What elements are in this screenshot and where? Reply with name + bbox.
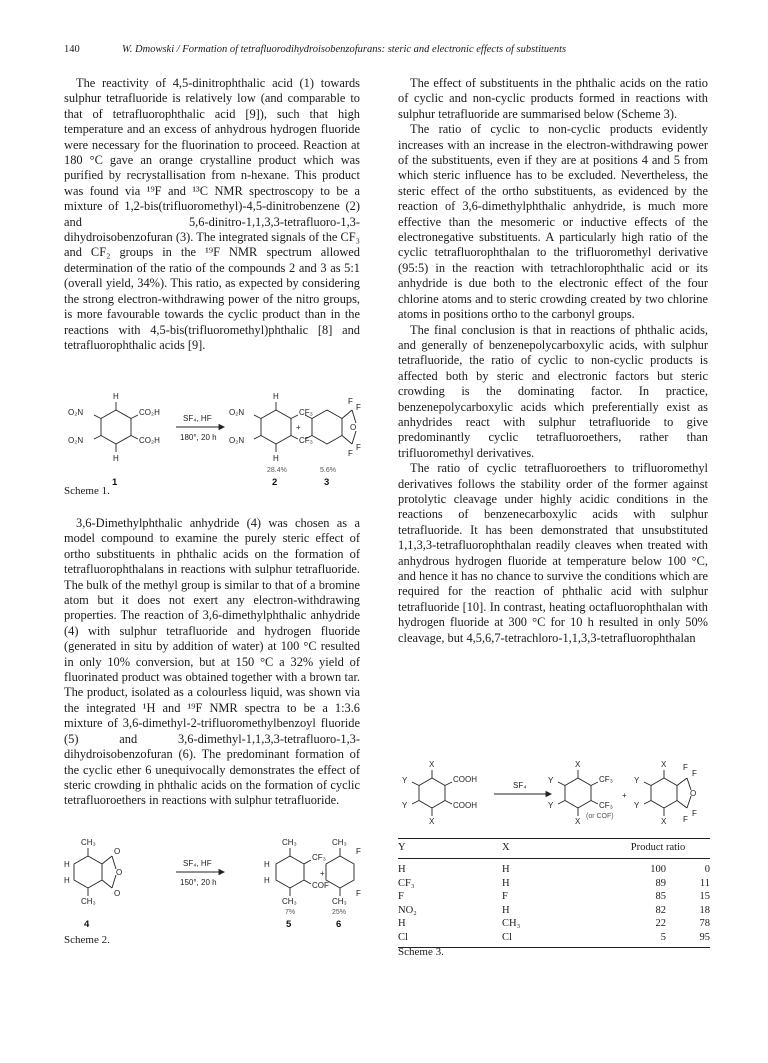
cell-y: H [398,918,406,929]
yield-2: 28.4% [267,467,287,474]
scheme-3-caption: Scheme 3. [398,946,444,958]
table-row [398,877,710,891]
paragraph: The reactivity of 4,5-dinitrophthalic acid (1) towards sulphur tetrafluoride is relatively low (and comparable to that of tetrafluorophthalic acid [9]), such that high temperature and an excess of anhydrous hydrogen fluoride were necessary for the fluorination to proceed. Reaction at 180 °C gave an orange crystalline product which was purified by recrystallisation from n-hexane. This product was found via ¹⁹F and ¹³C NMR spectroscopy to be a mixture of 1,2-bis(trifluoromethyl)-4,5-dinitrobenzene (2) and 5,6-dinitro-1,1,3,3-tetrafluoro-1,3-dihydroisobenzofuran (3). The integrated signals of the CF₃ and CF₂ groups in the ¹⁹F NMR spectrum allowed determination of the ratio of the compounds 2 and 3 as 5:1 (overall yield, 34%). This ratio, as expected by considering the strong electron-withdrawing power of the nitro groups, is more favourable towards the cyclic product than in the reactions with 4,5-bis(trifluoromethyl)phthalic [8] and tetrafluorophthalic acids [9]. [64,76,360,352]
cooh-label: COOH [453,801,477,810]
x-label: X [661,817,667,826]
conditions-label: 180°, 20 h [180,433,217,442]
yield-5: 7% [285,909,296,916]
plus-sign: + [296,423,301,432]
cell-cyclic: 22 [655,918,666,929]
ch3-label: CH₃ [282,838,297,847]
scheme-1 [64,388,364,493]
cf3-label: CF₃ [599,775,613,784]
cooh-label: CO₂H [139,408,160,417]
table-row [398,931,710,948]
reagents-label: SF₄, HF [183,414,212,423]
f-label: F [356,847,361,856]
table-row [398,917,710,931]
o-label: O [350,423,357,432]
h-label: H [64,876,70,885]
compound-2-label: 2 [272,477,278,488]
o-label: O [690,789,697,798]
yield-6: 25% [332,909,347,916]
cell-noncyclic: 95 [666,931,710,948]
table-header-row [398,839,710,859]
scheme-2 [64,836,364,933]
ch3-label: CH₃ [81,838,96,847]
ch3-label: CH₃ [282,897,297,906]
x-label: X [661,760,667,769]
no2-label: O₂N [68,408,84,417]
cell-x: F [502,891,508,902]
y-label: Y [634,801,640,810]
scheme-1-caption: Scheme 1. [64,485,110,497]
cf3-label: CF₃ [599,801,613,810]
compound-6-label: 6 [336,919,342,928]
cell-noncyclic: 0 [704,864,710,875]
paragraph: The ratio of cyclic tetrafluoroethers to trifluoromethyl derivatives follows the stability order of the former against protolytic cleavage under highly acidic conditions in the reactions of benzenecarboxylic acids with sulphur tetrafluoride. It has been demonstrated that unsubstituted 1,1,3,3-tetrafluorophthalan readily cleaves when treated with anhydrous hydrogen fluoride at temperature below 100 °C, and hence it has no chance to survive the conditions which are required for the reaction of phthalic acid with sulphur tetrafluoride [10]. In contrast, heating octafluorophthalan with hydrogen fluoride at 300 °C for 10 h resulted in only 50% cleavage, but 4,5,6,7-tetrachloro-1,1,3,3-tetrafluorophthalan [398,461,708,645]
scheme-3-structures [398,756,710,834]
table-row [398,890,710,904]
cf3-label: CF₃ [299,408,313,417]
cell-noncyclic: 78 [699,918,710,929]
no2-label: O₂N [68,436,84,445]
o-label: O [114,889,121,898]
compound-3-label: 3 [324,477,330,488]
f-label: F [683,815,688,824]
cell-y: F [398,891,404,902]
h-label: H [273,392,279,401]
x-label: X [429,760,435,769]
y-label: Y [548,801,554,810]
paragraph: The final conclusion is that in reactions of phthalic acids, and generally of benzenepolycarboxylic acids, with sulphur tetrafluoride, the ratio of cyclic to non-cyclic products is affected both by steric and electronic factors but steric crowding is the dominating factor. In practice, benzenepolycarboxylic acids which preferentially exist as anhydrides react with sulphur tetrafluoride to give predominantly cyclic tetrafluoroethers, rather than trifluoromethyl derivatives. [398,322,708,460]
cell-cyclic: 82 [655,904,666,916]
cell-y: H [398,864,406,875]
f-label: F [356,443,361,452]
cell-y: Cl [398,931,502,948]
compound-5-label: 5 [286,919,292,928]
yield-3: 5.6% [320,467,336,474]
y-label: Y [402,776,408,785]
page-number: 140 [64,44,80,55]
paragraph: The effect of substituents in the phthalic acids on the ratio of cyclic and non-cyclic products formed in reactions with sulphur tetrafluoride are summarised below (Scheme 3). [398,76,708,121]
plus-sign: + [622,791,627,800]
plus-sign: + [320,869,325,878]
compound-1-label: 1 [112,477,118,488]
scheme-1-structures [64,388,364,488]
scheme-2-caption: Scheme 2. [64,934,110,946]
h-label: H [113,454,119,463]
h-label: H [264,860,270,869]
scheme-2-structures [64,836,364,928]
conditions-label: 150°, 20 h [180,878,217,887]
cell-noncyclic: 15 [699,891,710,902]
cell-x: CH₃ [502,918,521,929]
cell-x: Cl [502,931,606,948]
f-label: F [692,809,697,818]
reagents-label: SF₄, HF [183,859,212,868]
f-label: F [683,763,688,772]
paragraph: The ratio of cyclic to non-cyclic products evidently increases with an increase in the electron-withdrawing power of the substituents, even if they are at positions 4 and 5 from which steric influence has to be excluded. Nevertheless, the steric effect of the ortho substituents, as evidenced by the reaction of 3,6-dimethylphthalic anhydride, is much more effective than the mesomeric or inductive effects of the electronegative substituents. A particularly high ratio of the cyclic tetrafluorophthalan to the trifluoromethyl derivative (95:5) in the reaction with tetrachlorophthalic acid or its anhydride is due both to the electronic effect of the four chlorine atoms and to steric crowding created by two chlorine atoms in positions ortho to the carbonyl groups. [398,122,708,322]
cell-x: H [502,877,510,889]
cell-cyclic: 5 [606,931,666,948]
or-cof-note: (or COF) [586,813,614,820]
no2-label: O₂N [229,436,245,445]
y-label: Y [634,776,640,785]
o-label: O [116,868,123,877]
cell-y: NO₂ [398,904,417,916]
x-label: X [429,817,435,826]
reagent-label: SF₄ [513,781,527,790]
h-label: H [64,860,70,869]
o-label: O [114,847,121,856]
f-label: F [692,769,697,778]
f-label: F [356,889,361,898]
scheme-3 [398,756,710,839]
column-header-x: X [502,839,606,859]
left-column-top [64,76,360,353]
y-label: Y [548,776,554,785]
column-header-ratio: Product ratio [606,839,710,859]
h-label: H [273,454,279,463]
cell-noncyclic: 11 [699,877,710,889]
f-label: F [348,449,353,458]
compound-4-label: 4 [84,919,90,928]
running-title: W. Dmowski / Formation of tetrafluorodihydroisobenzofurans: steric and electronic effects of substituents [122,44,567,55]
x-label: X [575,760,581,769]
cf3-label: CF₃ [299,436,313,445]
left-column-bottom [64,516,360,809]
f-label: F [356,403,361,412]
ch3-label: CH₃ [81,897,96,906]
no2-label: O₂N [229,408,245,417]
ch3-label: CH₃ [332,838,347,847]
cell-noncyclic: 18 [699,904,710,916]
cell-x: H [502,864,510,875]
cof-label: COF [312,881,329,890]
cf3-label: CF₃ [312,853,326,862]
x-label: X [575,817,581,826]
cell-cyclic: 85 [655,891,666,902]
h-label: H [264,876,270,885]
table-row [398,859,710,877]
product-ratio-table [398,838,710,948]
right-column [398,76,708,646]
table-row [398,904,710,918]
cell-cyclic: 89 [655,877,666,889]
cell-x: H [502,904,510,916]
cooh-label: COOH [453,775,477,784]
paragraph: 3,6-Dimethylphthalic anhydride (4) was chosen as a model compound to examine the purely steric effect of ortho substituents in phthalic acids on the formation of tetrafluorophthalans in reactions with sulphur tetrafluoride. The bulk of the methyl group is similar to that of a bromine atom but it does not exert any electron-withdrawing properties. The reaction of 3,6-dimethylphthalic anhydride (4) with sulphur tetrafluoride and hydrogen fluoride (generated in situ by addition of water) at 100 °C resulted in only 10% conversion, but at 150 °C a 32% yield of fluorinated product was obtained together with a brown tar. The product, isolated as a colourless liquid, was shown via the integrated ¹H and ¹⁹F NMR spectra to be a 1:3.6 mixture of 3,6-dimethyl-2-trifluoromethylbenzoyl fluoride (5) and 3,6-dimethyl-1,1,3,3-tetrafluoro-1,3-dihydroisobenzofuran (6). The predominant formation of the cyclic ether 6 unequivocally demonstrates the effect of steric crowding in phthalic acids on the formation of cyclic tetrafluoroethers in reactions with sulphur tetrafluoride. [64,516,360,808]
y-label: Y [402,801,408,810]
column-header-y: Y [398,839,502,859]
f-label: F [348,397,353,406]
h-label: H [113,392,119,401]
cooh-label: CO₂H [139,436,160,445]
cell-y: CF₃ [398,877,415,889]
ch3-label: CH₃ [332,897,347,906]
cell-cyclic: 100 [650,864,666,875]
